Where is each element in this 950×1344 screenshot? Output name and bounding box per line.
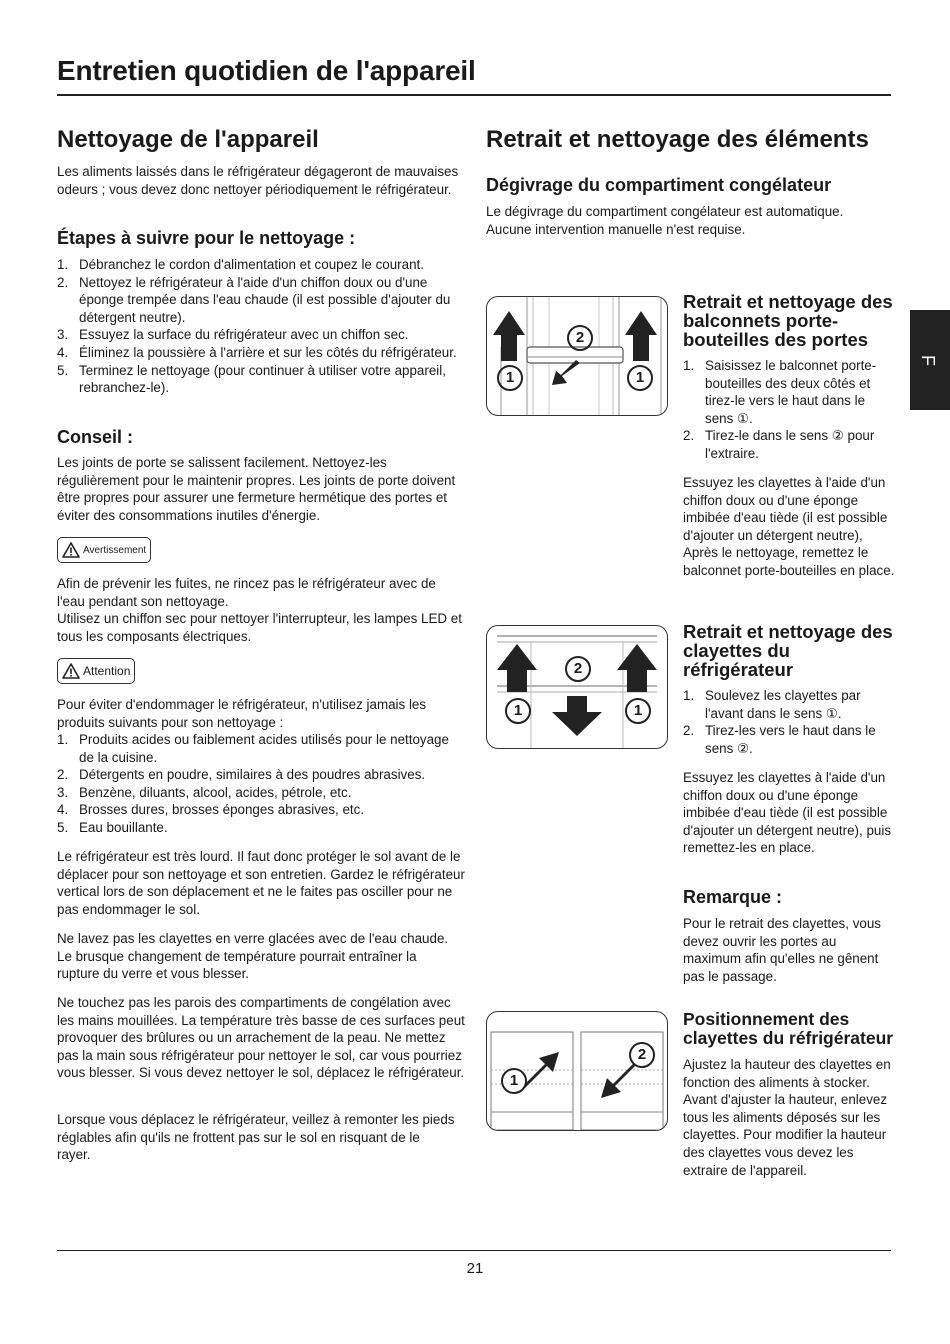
list-item-number: 3.: [57, 327, 69, 343]
warning-badge: [57, 537, 151, 563]
forbidden-products-list: [57, 731, 467, 837]
list-item-text: Produits acides ou faiblement acides utilisés pour le nettoyage de la cuisine.: [79, 732, 449, 765]
balcony-text: Essuyez les clayettes à l'aide d'un chiffon doux ou d'une éponge imbibée d'eau tiède (il est possible d'ajouter un détergent neutre), Après le nettoyage, remettez le balconnet porte-bouteilles en place.: [683, 475, 895, 578]
list-item-number: 1.: [683, 358, 695, 373]
move-paragraph: Lorsque vous déplacez le réfrigérateur, veillez à remonter les pieds réglables afin qu'ils ne frottent pas sur le sol en risquant de le rayer.: [57, 1112, 455, 1163]
warning-text: Afin de prévenir les fuites, ne rincez pas le réfrigérateur avec de l'eau pendant son nettoyage. Utilisez un chiffon sec pour nettoyer l'interrupteur, les lampes LED et tous les composants électriques.: [57, 576, 462, 644]
list-item: [57, 766, 467, 784]
list-item: [57, 344, 467, 362]
list-item-text: Essuyez la surface du réfrigérateur avec un chiffon sec.: [79, 327, 409, 343]
list-item-number: 2.: [683, 723, 695, 739]
position-heading: Positionnement des clayettes du réfrigérateur: [683, 1009, 894, 1048]
steps-heading: Étapes à suivre pour le nettoyage :: [57, 228, 356, 248]
warning-triangle-icon: [62, 542, 80, 558]
header-rule: [57, 94, 891, 96]
footer-rule: [57, 1250, 891, 1251]
cleaning-steps-list: [57, 256, 467, 397]
note-text: Pour le retrait des clayettes, vous devez ouvrir les portes au maximum afin qu'elles ne gênent pas le passage.: [683, 916, 881, 984]
list-item-text: Débranchez le cordon d'alimentation et coupez le courant.: [79, 257, 424, 272]
list-item: [683, 427, 893, 462]
defrost-heading: Dégivrage du compartiment congélateur: [486, 175, 832, 195]
list-item: [57, 362, 467, 397]
list-item-text: Tirez-le dans le sens ② pour l'extraire.: [705, 428, 875, 461]
attention-triangle-icon: [62, 663, 80, 679]
shelf-step-1-marker-right: 1: [625, 698, 651, 724]
step-1-marker-right: 1: [627, 365, 653, 391]
list-item-number: 2.: [683, 428, 695, 444]
shelf-step-2-marker: 2: [565, 656, 591, 682]
language-tab-label: F: [918, 355, 938, 366]
attention-label: Attention: [83, 664, 131, 678]
page-number: 21: [466, 1260, 484, 1277]
note-heading: Remarque :: [683, 887, 783, 907]
heavy-paragraph: Le réfrigérateur est très lourd. Il faut donc protéger le sol avant de le déplacer pour son nettoyage et son entretien. Gardez le réfrigérateur vertical lors de son déplacement et ne le faites pas osciller pour ne pas endommager le sol.: [57, 849, 465, 917]
balcony-steps-list: [683, 357, 893, 463]
shelves-heading: Retrait et nettoyage des clayettes du réfrigérateur: [683, 621, 893, 680]
page-title: Entretien quotidien de l'appareil: [57, 55, 476, 86]
cleaning-heading: Nettoyage de l'appareil: [57, 126, 319, 153]
walls-paragraph: Ne touchez pas les parois des compartiments de congélation avec les mains mouillées. La température très basse de ces surfaces peut provoquer des brûlures ou un arrachement de la peau. Ne mettez pas la main sous réfrigérateur pour nettoyer le sol, car vous pourriez vous blesser. Si vous devez nettoyer le sol, déplacez le réfrigérateur.: [57, 995, 465, 1081]
list-item-text: Détergents en poudre, similaires à des poudres abrasives.: [79, 767, 426, 783]
position-text: Ajustez la hauteur des clayettes en fonction des aliments à stocker. Avant d'ajuster la hauteur, enlevez tous les aliments déposés sur les clayettes. Pour modifier la hauteur des clayettes vous devez les extraire de l'appareil.: [683, 1057, 891, 1178]
list-item: [57, 274, 467, 327]
tip-heading: Conseil :: [57, 427, 134, 447]
list-item: [57, 256, 467, 274]
warning-label: Avertissement: [83, 544, 147, 556]
position-step-2-marker: 2: [629, 1042, 655, 1068]
list-item: [683, 722, 893, 757]
list-item-number: 2.: [57, 274, 69, 290]
attention-badge: [57, 658, 135, 684]
removal-heading: Retrait et nettoyage des éléments: [486, 126, 869, 153]
step-2-marker: 2: [567, 325, 593, 351]
list-item-text: Soulevez les clayettes par l'avant dans le sens ①.: [705, 688, 861, 721]
balcony-heading: Retrait et nettoyage des balconnets porte-bouteilles des portes: [683, 291, 893, 350]
list-item-number: 1.: [57, 732, 69, 747]
tip-text: Les joints de porte se salissent facilement. Nettoyez-les régulièrement pour le maintenir propres. Les joints de porte doivent être propres pour assurer une fermeture hermétique des portes et éviter des consommations inutiles d'énergie.: [57, 455, 456, 523]
shelf-positioning-figure: [486, 1011, 668, 1131]
step-1-marker-left: 1: [497, 365, 523, 391]
list-item-text: Brosses dures, brosses éponges abrasives, etc.: [79, 802, 365, 818]
cleaning-intro: Les aliments laissés dans le réfrigérateur dégageront de mauvaises odeurs ; vous devez donc nettoyer périodiquement le réfrigérateur.: [57, 164, 459, 197]
language-tab: [910, 310, 950, 410]
list-item-text: Eau bouillante.: [79, 819, 168, 835]
shelf-removal-figure: [486, 625, 668, 749]
list-item-text: Benzène, diluants, alcool, acides, pétrole, etc.: [79, 784, 352, 800]
list-item-number: 5.: [57, 819, 69, 835]
list-item-number: 1.: [57, 257, 69, 272]
list-item-number: 4.: [57, 344, 69, 360]
shelves-steps-list: [683, 687, 893, 757]
list-item-number: 2.: [57, 767, 69, 783]
defrost-text: Le dégivrage du compartiment congélateur est automatique. Aucune intervention manuelle n'est requise.: [486, 204, 844, 237]
list-item-number: 1.: [683, 688, 695, 703]
list-item-text: Nettoyez le réfrigérateur à l'aide d'un chiffon doux ou d'une éponge trempée dans l'eau chaude (il est possible d'ajouter du détergent neutre).: [79, 274, 451, 325]
list-item: [683, 357, 893, 427]
list-item-text: Terminez le nettoyage (pour continuer à utiliser votre appareil, rebranchez-le).: [79, 362, 446, 396]
list-item-text: Éliminez la poussière à l'arrière et sur les côtés du réfrigérateur.: [79, 344, 457, 360]
list-item: [57, 731, 467, 766]
glass-paragraph: Ne lavez pas les clayettes en verre glacées avec de l'eau chaude. Le brusque changement de température pourrait entraîner la rupture du verre et vous blesser.: [57, 931, 449, 982]
attention-intro: Pour éviter d'endommager le réfrigérateur, n'utilisez jamais les produits suivants pour son nettoyage :: [57, 697, 427, 730]
list-item-number: 5.: [57, 362, 69, 378]
position-step-1-marker: 1: [501, 1068, 527, 1094]
balcony-removal-figure: [486, 296, 668, 416]
list-item: [57, 784, 467, 802]
shelves-text: Essuyez les clayettes à l'aide d'un chiffon doux ou d'une éponge imbibée d'eau tiède (il est possible d'ajouter un détergent neutre), puis remettez-les en place.: [683, 770, 892, 856]
list-item: [57, 801, 467, 819]
list-item-text: Tirez-les vers le haut dans le sens ②.: [705, 723, 876, 756]
list-item-number: 3.: [57, 784, 69, 800]
list-item-text: Saisissez le balconnet porte-bouteilles des deux côtés et tirez-le vers le haut dans le sens ①.: [705, 358, 877, 426]
list-item: [57, 326, 467, 344]
list-item: [57, 819, 467, 837]
shelf-step-1-marker-left: 1: [505, 698, 531, 724]
list-item-number: 4.: [57, 802, 69, 818]
list-item: [683, 687, 893, 722]
